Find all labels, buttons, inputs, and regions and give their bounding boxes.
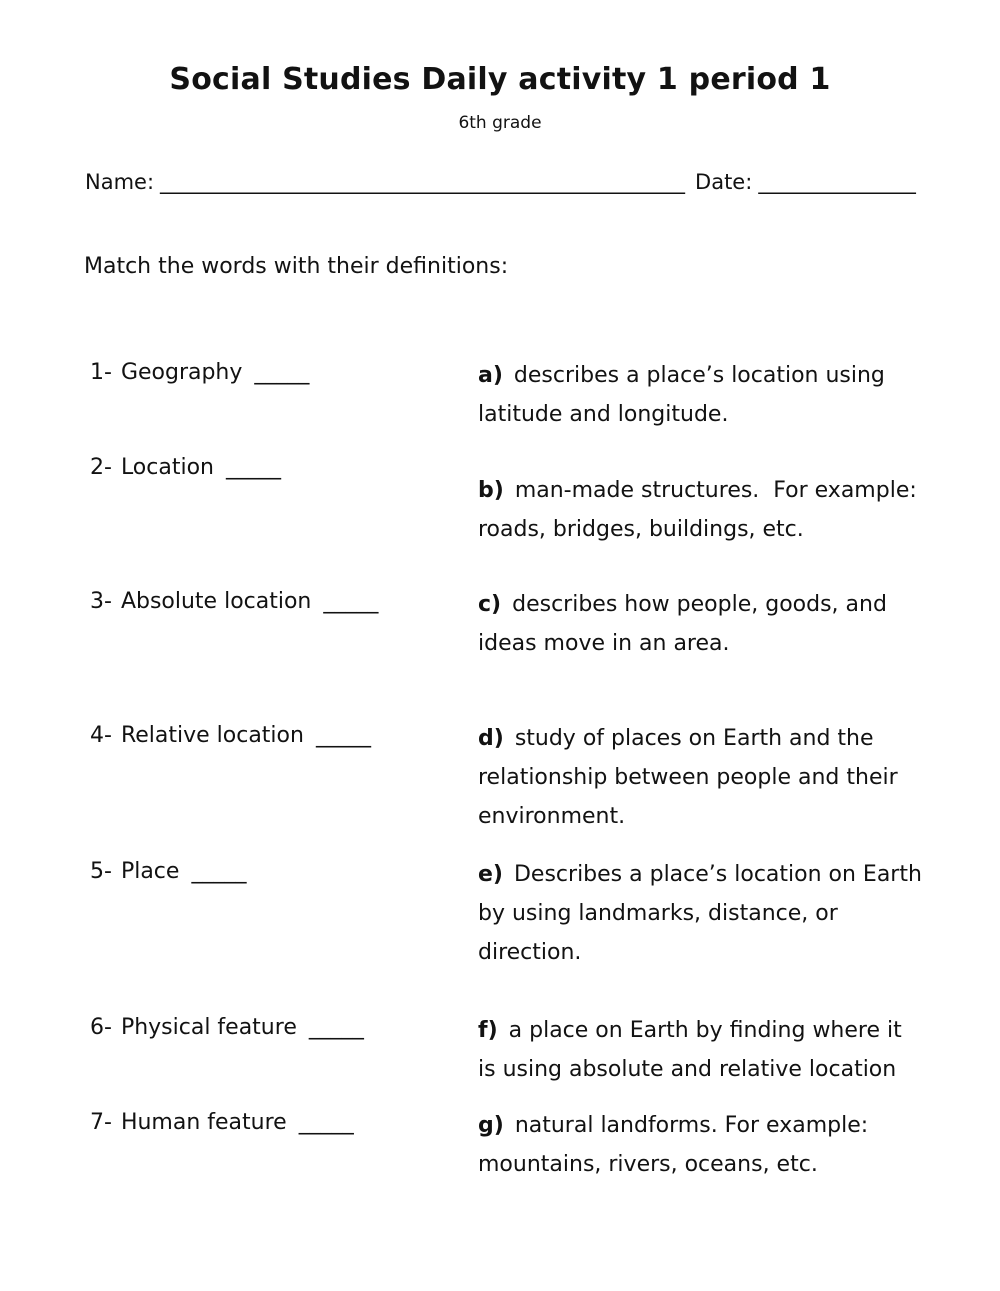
- name-label: Name:: [85, 170, 155, 194]
- match-term-6: [90, 1015, 364, 1040]
- term-label: Human feature: [120, 1110, 287, 1135]
- definition-line: a place on Earth by finding where it: [508, 1018, 902, 1043]
- definition-line: direction.: [478, 940, 582, 965]
- match-term-2: [90, 455, 281, 480]
- definition-line: ideas move in an area.: [478, 631, 730, 656]
- definition-letter: c): [478, 592, 502, 617]
- definition-line: natural landforms. For example:: [514, 1113, 869, 1138]
- term-answer-blank[interactable]: _____: [191, 859, 247, 884]
- term-label: Geography: [120, 360, 243, 385]
- definition-letter: b): [478, 478, 504, 503]
- match-definition-a: [478, 356, 885, 434]
- match-term-1: [90, 360, 309, 385]
- match-definition-f: [478, 1011, 902, 1089]
- term-number: 4-: [90, 723, 112, 748]
- term-label: Place: [120, 859, 180, 884]
- date-blank[interactable]: _______________: [758, 170, 916, 194]
- page-subtitle: 6th grade: [458, 113, 542, 133]
- definition-line: mountains, rivers, oceans, etc.: [478, 1152, 818, 1177]
- term-answer-blank[interactable]: _____: [226, 455, 281, 480]
- term-number: 1-: [90, 360, 112, 385]
- date-label: Date:: [695, 170, 753, 194]
- term-number: 5-: [90, 859, 112, 884]
- instructions-text: Match the words with their definitions:: [84, 254, 509, 279]
- definition-letter: f): [478, 1018, 498, 1043]
- term-number: 6-: [90, 1015, 112, 1040]
- term-number: 2-: [90, 455, 112, 480]
- match-definition-d: [478, 719, 898, 836]
- definition-line: describes a place’s location using: [513, 363, 885, 388]
- term-answer-blank[interactable]: _____: [315, 723, 371, 748]
- match-definition-e: [478, 855, 922, 972]
- term-label: Location: [120, 455, 214, 480]
- name-date-row: [85, 170, 926, 194]
- match-definition-g: [478, 1106, 868, 1184]
- match-term-3: [90, 589, 378, 614]
- definition-letter: a): [478, 363, 503, 388]
- match-term-7: [90, 1110, 354, 1135]
- definition-line: man-made structures. For example:: [514, 478, 917, 503]
- term-answer-blank[interactable]: _____: [323, 589, 379, 614]
- definition-line: roads, bridges, buildings, etc.: [478, 517, 804, 542]
- definition-line: by using landmarks, distance, or: [478, 901, 838, 926]
- term-label: Absolute location: [120, 589, 312, 614]
- match-definition-c: [478, 585, 887, 663]
- term-label: Physical feature: [120, 1015, 297, 1040]
- definition-line: latitude and longitude.: [478, 402, 729, 427]
- page-title: Social Studies Daily activity 1 period 1: [169, 62, 831, 97]
- definition-letter: d): [478, 726, 504, 751]
- match-term-4: [90, 723, 371, 748]
- match-definition-b: [478, 471, 917, 549]
- term-number: 3-: [90, 589, 112, 614]
- definition-line: environment.: [478, 804, 626, 829]
- definition-line: relationship between people and their: [478, 765, 898, 790]
- term-number: 7-: [90, 1110, 112, 1135]
- name-blank[interactable]: __________________________________________________: [160, 170, 686, 194]
- definition-letter: g): [478, 1113, 504, 1138]
- definition-line: Describes a place’s location on Earth: [513, 862, 922, 887]
- definition-letter: e): [478, 862, 503, 887]
- definition-line: study of places on Earth and the: [514, 726, 874, 751]
- term-answer-blank[interactable]: _____: [308, 1015, 364, 1040]
- term-answer-blank[interactable]: _____: [298, 1110, 354, 1135]
- match-term-5: [90, 859, 246, 884]
- definition-line: is using absolute and relative location: [478, 1057, 897, 1082]
- term-answer-blank[interactable]: _____: [254, 360, 310, 385]
- definition-line: describes how people, goods, and: [512, 592, 887, 617]
- term-label: Relative location: [120, 723, 304, 748]
